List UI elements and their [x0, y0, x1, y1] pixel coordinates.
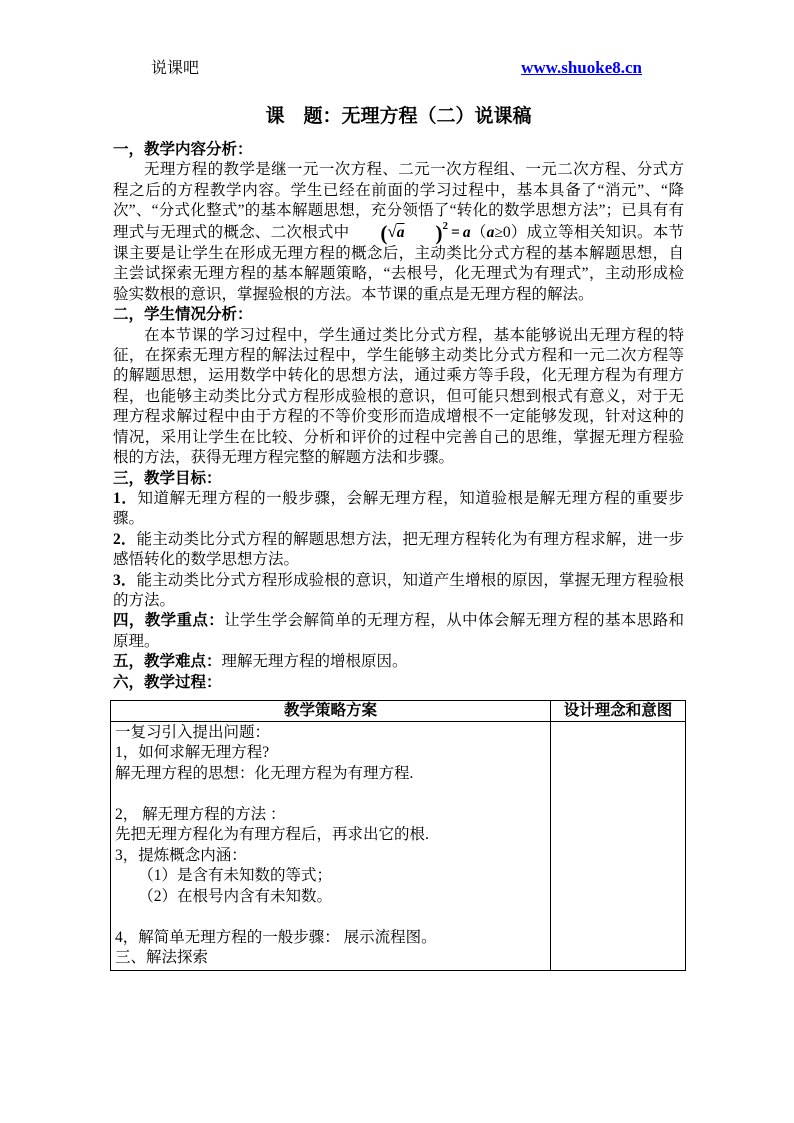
formula-rhs: a	[462, 223, 471, 241]
formula-radicand: a	[396, 223, 405, 241]
strategy-line: 解无理方程的思想：化无理方程为有理方程.	[115, 764, 414, 782]
strategy-line: 2， 解无理方程的方法 ：	[115, 805, 286, 823]
page-content	[113, 57, 684, 971]
section-3-heading: 三，教学目标：	[113, 469, 222, 487]
sqrt-formula	[349, 219, 527, 245]
section-2-paragraph: 在本节课的学习过程中，学生通过类比分式方程，基本能够说出无理方程的特征，在探索无理方程的解法过程中，学生能够主动类比分式方程和一元二次方程等的解题思想，运用数学中转化的思想方法，通过乘方等手段，化无理方程为有理方程，也能够主动类比分式方程形成验根的意识，但可能只想到根式有意义，对于无理方程求解过程中由于方程的不等价变形而造成增根不一定能够发现，针对这种的情况，采用让学生在比较、分析和评价的过程中完善自己的思维，掌握无理方程验根的方法，获得无理方程完整的解题方法和步骤。	[113, 326, 684, 467]
section-4-paragraph	[113, 611, 684, 652]
page-header	[113, 57, 684, 80]
formula-condition-var: a	[486, 223, 495, 241]
objective-2-number: 2．	[113, 530, 137, 548]
page-title: 课 题：无理方程（二）说课稿	[265, 106, 532, 127]
column-header-design: 设计理念和意图	[551, 700, 686, 721]
strategy-cell	[111, 721, 551, 970]
site-name: 说课吧	[151, 60, 200, 77]
section-4-heading: 四，教学重点：	[113, 612, 225, 630]
section-1-heading: 一，教学内容分析：	[113, 141, 253, 158]
objective-1-text: 知道解无理方程的一般步骤，会解无理方程，知道验根是解无理方程的重要步骤。	[113, 489, 684, 528]
teaching-process-table	[110, 700, 686, 971]
formula-equals: =	[450, 223, 460, 241]
objective-2-text: 能主动类比分式方程的解题思想方法，把无理方程转化为有理方程求解，进一步感悟转化的数学思想方法。	[113, 530, 684, 569]
strategy-line: （1）是含有未知数的等式；	[115, 867, 333, 885]
formula-exponent: 2	[442, 219, 448, 232]
strategy-line: 1，如何求解无理方程?	[115, 744, 270, 762]
objective-item-3	[113, 571, 684, 612]
objective-3-number: 3．	[113, 571, 137, 589]
formula-condition-open: （	[470, 223, 487, 241]
objective-1-number: 1．	[113, 489, 138, 507]
section-1-text-before-formula: 无理方程的教学是继一元一次方程、二元一次方程组、一元二次方程、分式方程之后的方程教学内容。学生已经在前面的学习过程中，基本具备了“消元”、“降次”、“分式化整式”的基本解题思想，充分领悟了“转化的数学思想方法”；已具有有理式与无理式的概念、二次根式中	[113, 161, 684, 241]
document-body	[113, 140, 684, 971]
section-1-text-after-formula: 成立等相关知识。本节课主要是让学生在形成无理方程的概念后，主动类比分式方程的基本解题思想，自主尝试探索无理方程的基本解题策略，“去根号，化无理式为有理式”，主动形成检验实数根的意识，掌握验根的方法。本节课的重点是无理方程的解法。	[113, 223, 684, 303]
strategy-line	[115, 907, 546, 928]
strategy-line: 4，解简单无理方程的一般步骤： 展示流程图。	[115, 928, 437, 946]
design-cell	[551, 721, 686, 970]
objective-item-1	[113, 489, 684, 530]
section-2-heading: 二，学生情况分析：	[113, 306, 253, 324]
strategy-line: 3，提炼概念内涵：	[115, 846, 247, 864]
formula-open-paren: (	[380, 220, 388, 245]
strategy-line: 三、解法探索	[115, 949, 209, 967]
column-header-strategy: 教学策略方案	[111, 700, 551, 721]
section-5-paragraph	[113, 652, 684, 672]
section-6-heading: 六，教学过程：	[113, 673, 222, 691]
section-5-text: 理解无理方程的增根原因。	[221, 653, 408, 671]
objective-item-2	[113, 530, 684, 571]
formula-condition-close: ≥0）	[494, 223, 527, 241]
strategy-line	[115, 784, 546, 805]
strategy-line: 一复习引入提出问题：	[115, 723, 271, 741]
table-body-row	[111, 721, 686, 970]
section-4-text: 让学生学会解简单的无理方程，从中体会解无理方程的基本思路和原理。	[113, 612, 684, 650]
section-5-heading: 五，教学难点：	[113, 653, 222, 671]
table-header-row	[111, 700, 686, 721]
objective-3-text: 能主动类比分式方程形成验根的意识，知道产生增根的原因，掌握无理方程验根的方法。	[113, 571, 684, 609]
section-1-paragraph	[113, 160, 684, 305]
site-url-link[interactable]: www.shuoke8.cn	[521, 58, 642, 77]
strategy-line: （2）在根号内含有未知数。	[115, 887, 333, 905]
formula-close-paren: )	[435, 220, 443, 245]
radical-sign: √	[387, 221, 397, 241]
strategy-line: 先把无理方程化为有理方程后，再求出它的根.	[115, 826, 429, 844]
